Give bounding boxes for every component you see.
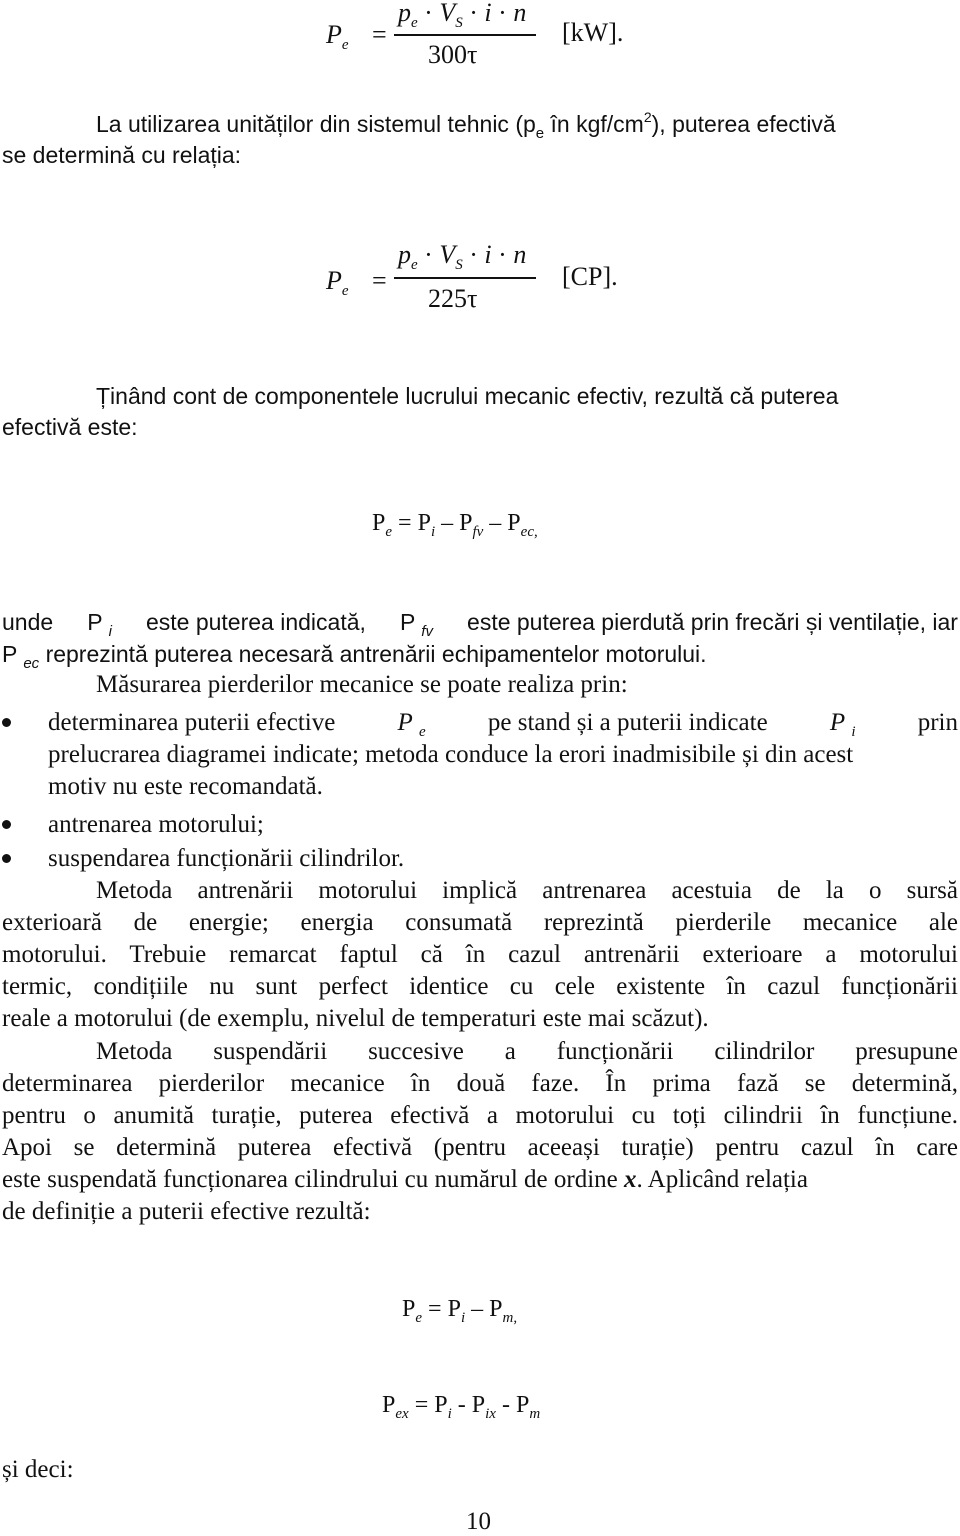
bullet-item-1-line3: motiv nu este recomandată. xyxy=(48,773,323,800)
page-number: 10 xyxy=(466,1508,491,1535)
text-si-deci: și deci: xyxy=(2,1456,74,1483)
bullet-item-1-line1: determinarea puterii efective P $_e$ pe stand și a puterii indicate P $_i$ prin xyxy=(48,709,958,740)
equation-pe-balance: $P_e = P_i - P_{fv} - P_{ec,}$ xyxy=(372,510,538,540)
bullet-item-3: suspendarea funcționării cilindrilor. xyxy=(48,845,405,872)
equation-pex: $P_{ex} = P_i - P_{ix} - P_m$ xyxy=(382,1392,541,1422)
denominator: 225τ xyxy=(428,284,478,313)
bullet-icon xyxy=(2,854,11,863)
paragraph-units-line2: se determină cu relația: xyxy=(2,142,242,168)
paragraph-units-line1: La utilizarea unităților din sistemul tehnic ($p_e$ în kgf/$cm^2$), puterea efectivă xyxy=(96,109,836,142)
bullet-item-1-line2: prelucrarea diagramei indicate; metoda conduce la erori inadmisibile și din acest xyxy=(48,741,854,768)
bullet-icon xyxy=(2,820,11,829)
fraction-bar xyxy=(394,277,536,279)
paragraph-masurarea: Măsurarea pierderilor mecanice se poate realiza prin: xyxy=(96,671,628,698)
paragraph-components-line2: efectivă este: xyxy=(2,414,138,440)
fraction-bar xyxy=(394,34,536,36)
numerator: $p_e \cdot V_S \cdot i \cdot n$ xyxy=(398,240,527,273)
numerator: $p_e \cdot V_S \cdot i \cdot n$ xyxy=(398,0,527,31)
bullet-item-2: antrenarea motorului; xyxy=(48,811,264,838)
paragraph-unde-line1: unde P $_i$ este puterea indicată, P $_{fv}$ este puterea pierdută prin frecări și ventilație, iar xyxy=(2,609,958,640)
paragraph-unde-line2: P $_{ec}$ reprezintă puterea necesară antrenării echipamentelor motorului. xyxy=(2,641,707,672)
denominator: 300τ xyxy=(428,40,478,69)
unit: [CP]. xyxy=(562,262,618,291)
paragraph-components-line1: Ținând cont de componentele lucrului mecanic efectiv, rezultă că puterea xyxy=(96,383,839,409)
unit: [kW]. xyxy=(562,18,624,47)
bullet-icon xyxy=(2,718,11,727)
equation-pe-pm: $P_e = P_i - P_{m,}$ xyxy=(402,1296,518,1326)
